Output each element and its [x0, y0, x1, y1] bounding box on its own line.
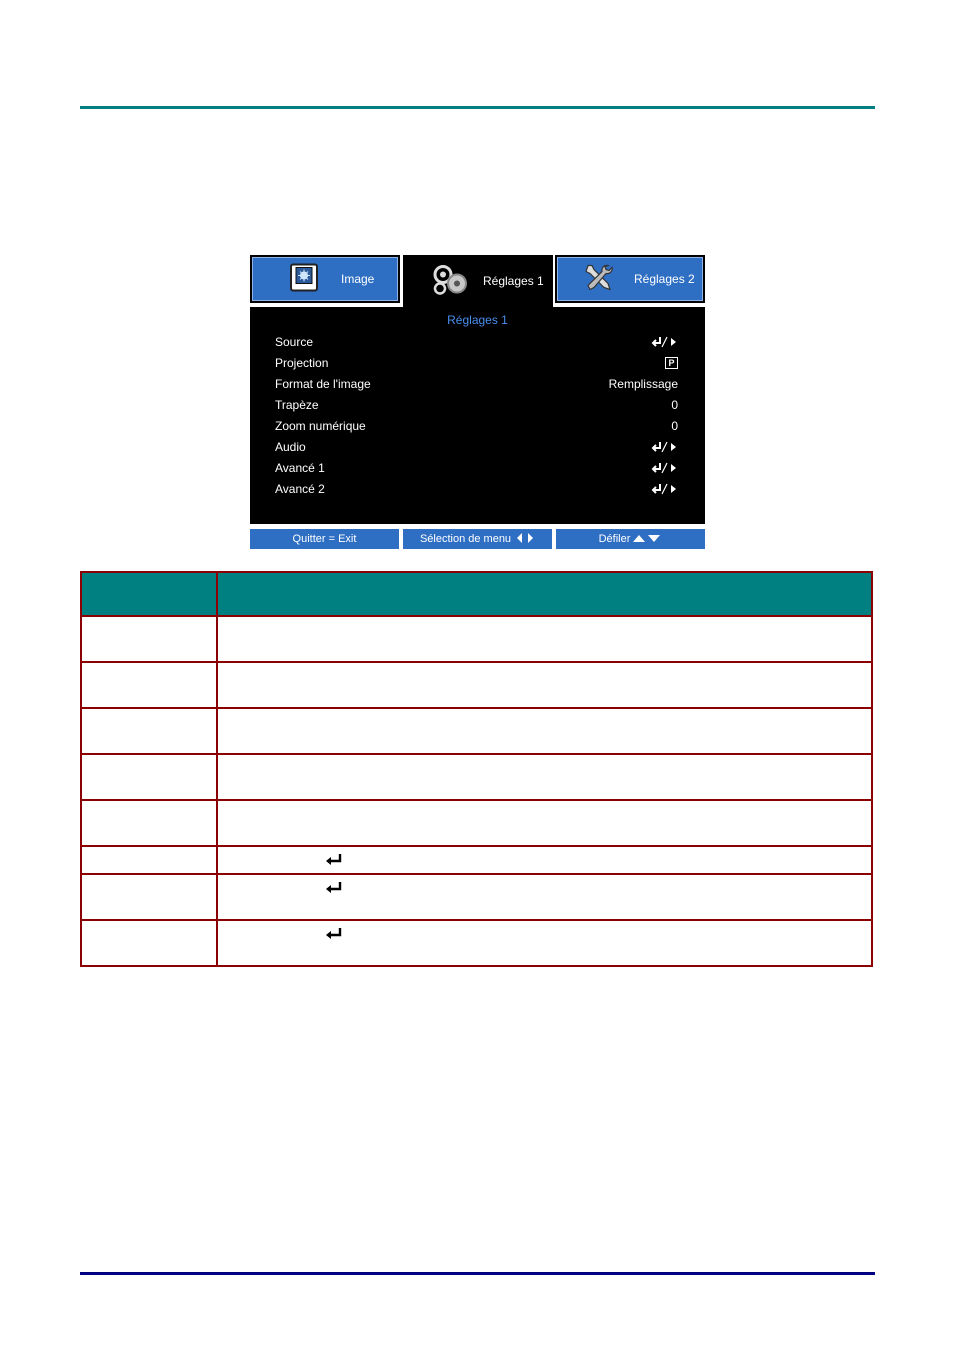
quit-button[interactable]	[250, 529, 399, 549]
gears-icon	[431, 264, 469, 299]
table-cell	[81, 846, 217, 874]
image-icon	[289, 263, 319, 296]
tab-reglages-2[interactable]	[555, 255, 705, 303]
table-row	[81, 754, 872, 800]
table-cell	[81, 708, 217, 754]
menu-item-label: Audio	[275, 439, 306, 454]
left-right-arrows-icon	[515, 532, 535, 547]
menu-item-label: Trapèze	[275, 397, 319, 412]
table-header-row	[81, 572, 872, 616]
menu-item-label: Avancé 2	[275, 481, 325, 496]
tools-icon	[582, 262, 614, 297]
table-cell	[217, 920, 872, 966]
up-down-arrows-icon	[632, 533, 662, 546]
menu-item-audio[interactable]	[275, 436, 678, 457]
osd-bottom-bar	[250, 529, 705, 549]
menu-item-format-image[interactable]	[275, 373, 678, 394]
tab-reglages-2-label: Réglages 2	[634, 272, 695, 286]
tab-image-label: Image	[341, 272, 375, 286]
table-cell	[217, 708, 872, 754]
menu-item-trapeze[interactable]	[275, 394, 678, 415]
enter-key-icon	[324, 853, 344, 870]
menu-item-source[interactable]	[275, 331, 678, 352]
table-row	[81, 846, 872, 874]
menu-item-label: Source	[275, 334, 314, 349]
table-cell	[81, 920, 217, 966]
table-row	[81, 874, 872, 920]
table-cell	[81, 800, 217, 846]
menu-item-value: 0	[671, 397, 678, 412]
enter-arrow-icon	[650, 462, 678, 474]
scroll-label: Défiler	[598, 533, 631, 545]
tab-image[interactable]	[250, 255, 400, 303]
menu-item-value: 0	[671, 418, 678, 433]
footer-rule	[80, 1272, 875, 1275]
menu-item-label: Projection	[275, 355, 329, 370]
table-cell	[217, 754, 872, 800]
menu-item-label: Avancé 1	[275, 460, 325, 475]
osd-menu	[250, 255, 705, 549]
menu-item-avance-2[interactable]	[275, 478, 678, 499]
table-row	[81, 616, 872, 662]
tab-reglages-1-label: Réglages 1	[483, 274, 544, 288]
enter-key-icon	[324, 881, 344, 898]
table-cell	[81, 616, 217, 662]
table-header-cell	[217, 572, 872, 616]
table-cell	[217, 874, 872, 920]
table-row	[81, 708, 872, 754]
enter-arrow-icon	[650, 483, 678, 495]
menu-item-avance-1[interactable]	[275, 457, 678, 478]
enter-key-icon	[324, 927, 344, 944]
scroll-button[interactable]	[556, 529, 705, 549]
header-rule	[80, 106, 875, 109]
table-cell	[217, 662, 872, 708]
menu-select-button[interactable]	[403, 529, 552, 549]
tab-reglages-1[interactable]	[403, 255, 553, 307]
settings-table	[80, 571, 873, 967]
table-cell	[217, 800, 872, 846]
table-row	[81, 920, 872, 966]
projection-p-icon: P	[665, 357, 678, 369]
table-cell	[81, 662, 217, 708]
table-cell	[81, 874, 217, 920]
table-cell	[217, 616, 872, 662]
panel-title: Réglages 1	[447, 313, 508, 327]
quit-label: Quitter = Exit	[292, 533, 357, 545]
table-cell	[217, 846, 872, 874]
enter-arrow-icon	[650, 336, 678, 348]
menu-select-label: Sélection de menu	[419, 533, 512, 545]
osd-panel	[250, 307, 705, 524]
table-row	[81, 800, 872, 846]
menu-item-label: Zoom numérique	[275, 418, 366, 433]
enter-arrow-icon	[650, 441, 678, 453]
table-cell	[81, 754, 217, 800]
menu-item-label: Format de l'image	[275, 376, 371, 391]
menu-item-projection[interactable]	[275, 352, 678, 373]
table-header-cell	[81, 572, 217, 616]
menu-item-value: Remplissage	[608, 376, 678, 391]
menu-item-zoom-numerique[interactable]	[275, 415, 678, 436]
table-row	[81, 662, 872, 708]
